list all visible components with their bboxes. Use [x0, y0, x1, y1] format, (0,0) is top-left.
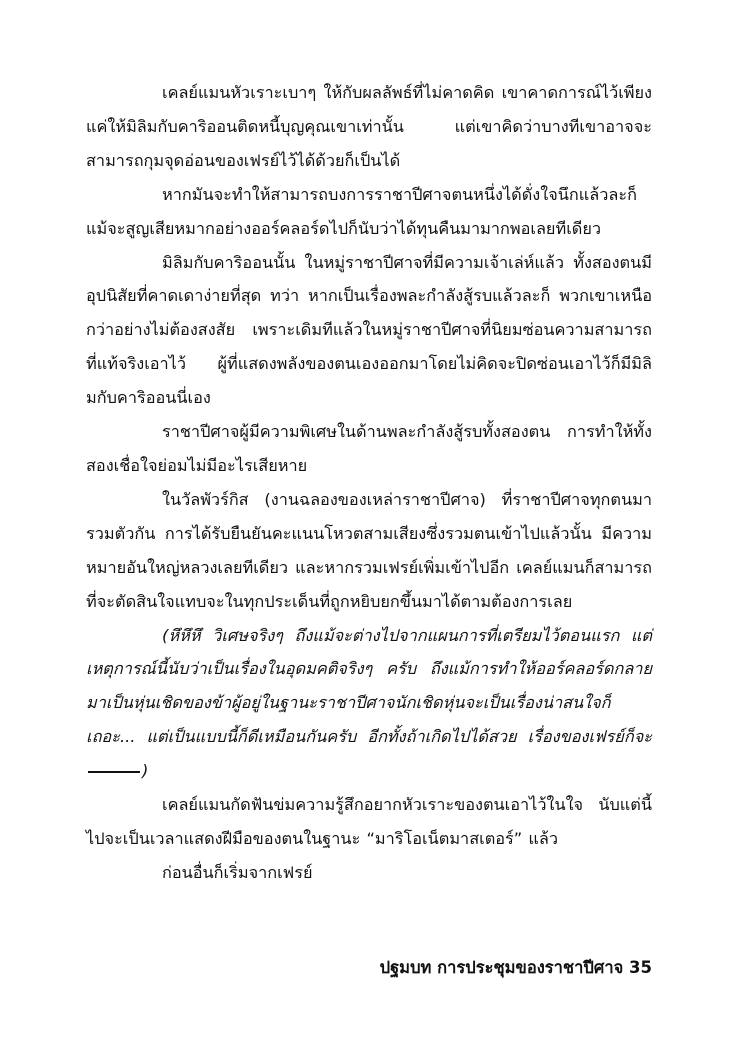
italic-monologue-closing: ): [142, 761, 149, 781]
italic-monologue: [86, 619, 652, 789]
page-body: [86, 76, 652, 890]
paragraph-2: หากมันจะทำให้สามารถบงการราชาปีศาจตนหนึ่งได้ดั่งใจนึกแล้วละก็ แม้จะสูญเสียหมากอย่างออร์คลอร์ดไปก็นับว่าได้ทุนคืนมามากพอเลยทีเดียว: [86, 184, 637, 238]
paragraph-6: เคลย์แมนกัดฟันข่มความรู้สึกอยากหัวเราะของตนเอาไว้ในใจ นับแต่นี้ไปจะเป็นเวลาแสดงฝีมือของตนในฐานะ “มาริโอเน็ตมาสเตอร์” แล้ว: [86, 795, 652, 848]
page-number: 35: [629, 958, 652, 977]
paragraph-5: ในวัลพัวร์กิส (งานฉลองของเหล่าราชาปีศาจ) ที่ราชาปีศาจทุกตนมารวมตัวกัน การได้รับยืนยันคะแนนโหวตสามเสียงซึ่งรวมตนเข้าไปแล้วนั้น มีความหมายอันใหญ่หลวงเลยทีเดียว และหากรวมเฟรย์เพิ่มเข้าไปอีก เคลย์แมนก็สามารถที่จะตัดสินใจแทบจะในทุกประเด็นที่ถูกหยิบยกขึ้นมาได้ตามต้องการเลย: [86, 489, 652, 611]
paragraph-3: มิลิมกับคาริออนนั้น ในหมู่ราชาปีศาจที่มีความเจ้าเล่ห์แล้ว ทั้งสองตนมีอุปนิสัยที่คาดเดาง่ายที่สุด ทว่า หากเป็นเรื่องพละกำลังสู้รบแล้วละก็ พวกเขาเหนือกว่าอย่างไม่ต้องสงสัย เพราะเดิมทีแล้วในหมู่ราชาปีศาจที่นิยมซ่อนความสามารถที่แท้จริงเอาไว้ ผู้ที่แสดงพลังของตนเองออกมาโดยไม่คิดจะปิดซ่อนเอาไว้ก็มีมิลิมกับคาริออนนี่เอง: [86, 252, 652, 408]
em-dash-rule: [88, 771, 140, 773]
page-footer: [340, 951, 652, 985]
paragraph-7: ก่อนอื่นก็เริ่มจากเฟรย์: [162, 862, 313, 882]
running-title: ปฐมบท การประชุมของราชาปีศาจ: [379, 958, 624, 977]
paragraph-4: ราชาปีศาจผู้มีความพิเศษในด้านพละกำลังสู้รบทั้งสองตน การทำให้ทั้งสองเชื่อใจย่อมไม่มีอะไรเสียหาย: [86, 422, 652, 475]
paragraph-1: เคลย์แมนหัวเราะเบาๆ ให้กับผลลัพธ์ที่ไม่คาดคิด เขาคาดการณ์ไว้เพียงแค่ให้มิลิมกับคาริออนติดหนี้บุญคุณเขาเท่านั้น แต่เขาคิดว่าบางทีเขาอาจจะสามารถกุมจุดอ่อนของเฟรย์ไว้ได้ด้วยก็เป็นได้: [86, 83, 652, 170]
italic-monologue-text: (หึหึหึ วิเศษจริงๆ ถึงแม้จะต่างไปจากแผนการที่เตรียมไว้ตอนแรก แต่เหตุการณ์นี้นับว่าเป็นเรื่องในอุดมคติจริงๆ ครับ ถึงแม้การทำให้ออร์คลอร์ดกลายมาเป็นหุ่นเชิดของข้าผู้อยู่ในฐานะราชาปีศาจนักเชิดหุ่นจะเป็นเรื่องน่าสนใจก็เถอะ... แต่เป็นแบบนี้ก็ดีเหมือนกันครับ อีกทั้งถ้าเกิดไปได้สวย เรื่องของเฟรย์ก็จะ: [86, 625, 652, 747]
